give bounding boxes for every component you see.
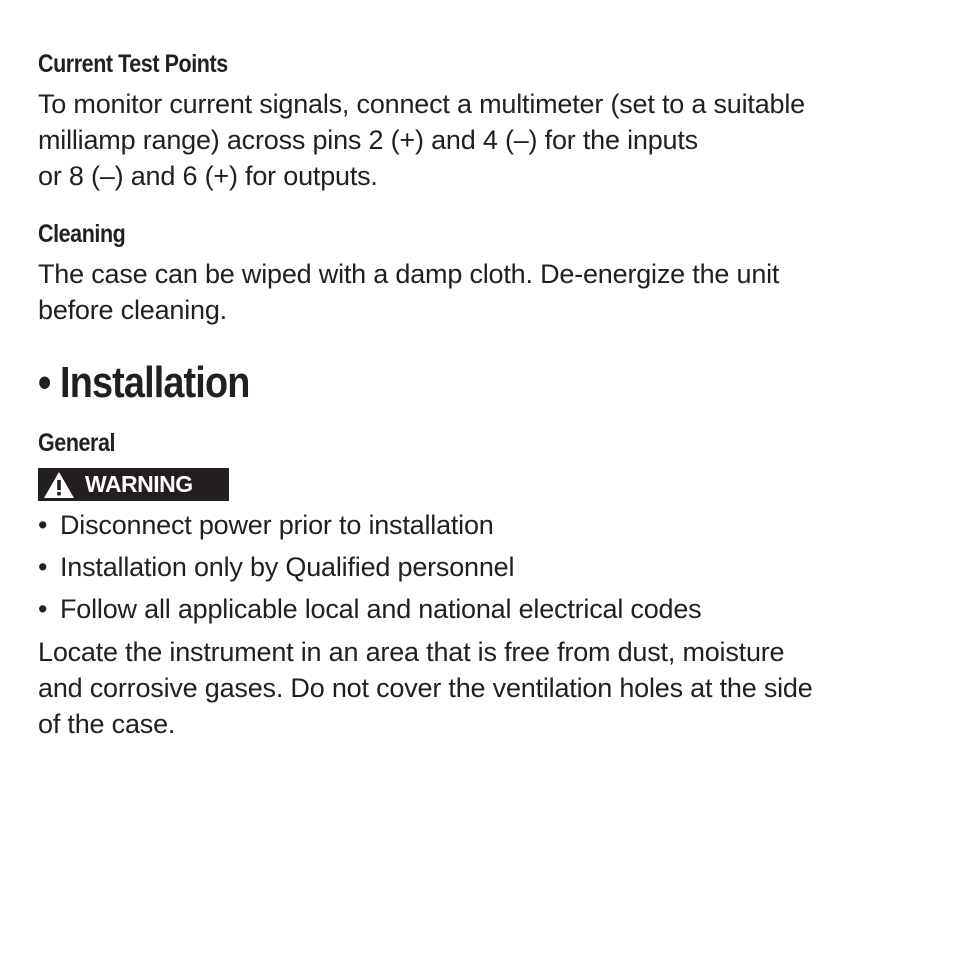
paragraph-line: before cleaning. bbox=[38, 295, 227, 325]
cleaning-heading: Cleaning bbox=[38, 220, 126, 248]
paragraph-line: milliamp range) across pins 2 (+) and 4 (–) for the inputs bbox=[38, 125, 698, 155]
list-item-text: Installation only by Qualified personnel bbox=[60, 552, 515, 582]
paragraph-line: or 8 (–) and 6 (+) for outputs. bbox=[38, 161, 378, 191]
heading-text: Installation bbox=[60, 358, 250, 407]
paragraph-line: Locate the instrument in an area that is free from dust, moisture bbox=[38, 637, 785, 667]
paragraph-line: To monitor current signals, connect a multimeter (set to a suitable bbox=[38, 89, 805, 119]
installation-heading bbox=[38, 358, 249, 408]
list-item bbox=[38, 591, 701, 627]
general-heading: General bbox=[38, 429, 116, 457]
list-bullet: • bbox=[38, 552, 48, 582]
warning-label: WARNING bbox=[85, 471, 193, 497]
list-item bbox=[38, 549, 514, 585]
list-item bbox=[38, 507, 494, 543]
current-test-points-heading: Current Test Points bbox=[38, 50, 228, 78]
warning-badge bbox=[38, 468, 229, 501]
general-paragraph bbox=[38, 634, 813, 742]
heading-bullet: • bbox=[38, 358, 51, 407]
list-item-text: Follow all applicable local and national electrical codes bbox=[60, 594, 702, 624]
list-bullet: • bbox=[38, 594, 48, 624]
cleaning-paragraph bbox=[38, 256, 779, 328]
list-item-text: Disconnect power prior to installation bbox=[60, 510, 494, 540]
paragraph-line: The case can be wiped with a damp cloth. De-energize the unit bbox=[38, 259, 780, 289]
warning-triangle-icon bbox=[43, 471, 75, 499]
paragraph-line: and corrosive gases. Do not cover the ventilation holes at the side bbox=[38, 673, 813, 703]
current-test-points-paragraph bbox=[38, 86, 805, 194]
list-bullet: • bbox=[38, 510, 48, 540]
paragraph-line: of the case. bbox=[38, 709, 176, 739]
